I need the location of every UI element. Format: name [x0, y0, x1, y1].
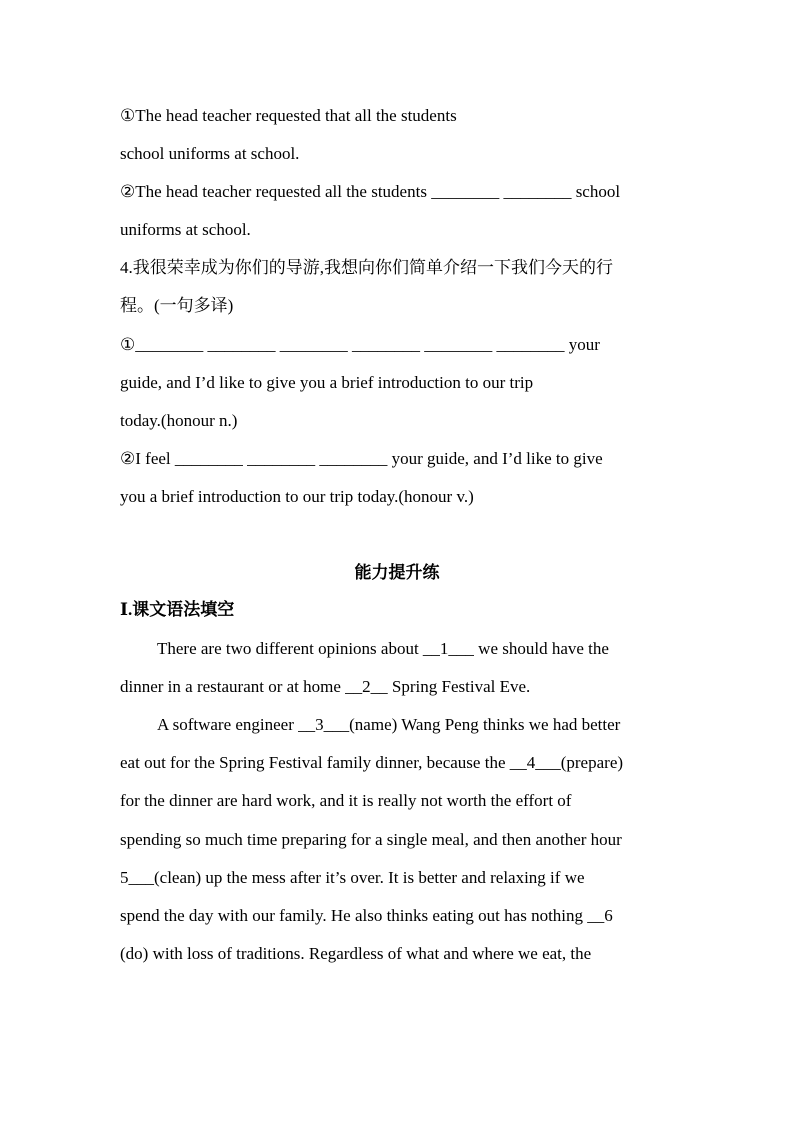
paragraph-line: spending so much time preparing for a single meal, and then another hour: [120, 830, 622, 849]
paragraph-line: dinner in a restaurant or at home __2__ Spring Festival Eve.: [120, 677, 531, 696]
text-line: uniforms at school.: [120, 220, 251, 239]
paragraph-line: A software engineer __3___(name) Wang Peng thinks we had better: [157, 715, 621, 734]
paragraph-line: There are two different opinions about __1___ we should have the: [157, 639, 609, 658]
text-line: school uniforms at school.: [120, 144, 300, 163]
text-line: ①The head teacher requested that all the students: [120, 106, 457, 125]
text-line: today.(honour n.): [120, 411, 238, 430]
paragraph-line: spend the day with our family. He also thinks eating out has nothing __6: [120, 906, 613, 925]
paragraph-line: eat out for the Spring Festival family dinner, because the __4___(prepare): [120, 753, 624, 772]
text-line: you a brief introduction to our trip today.(honour v.): [120, 487, 474, 506]
section-title: 能力提升练: [354, 563, 440, 582]
paragraph-line: for the dinner are hard work, and it is really not worth the effort of: [120, 791, 572, 810]
text-line: 程。(一句多译): [120, 296, 234, 315]
text-line: guide, and I’d like to give you a brief introduction to our trip: [120, 373, 534, 392]
subsection-title: Ⅰ.课文语法填空: [120, 600, 235, 619]
paragraph-line: 5___(clean) up the mess after it’s over. It is better and relaxing if we: [120, 868, 585, 887]
paragraph-line: (do) with loss of traditions. Regardless of what and where we eat, the: [120, 944, 592, 963]
text-line: 4.我很荣幸成为你们的导游,我想向你们简单介绍一下我们今天的行: [120, 258, 613, 277]
text-line: ②The head teacher requested all the students ________ ________ school: [120, 182, 621, 201]
text-line: ①________ ________ ________ ________ ________ ________ your: [120, 335, 600, 354]
text-line: ②I feel ________ ________ ________ your guide, and I’d like to give: [120, 449, 603, 468]
